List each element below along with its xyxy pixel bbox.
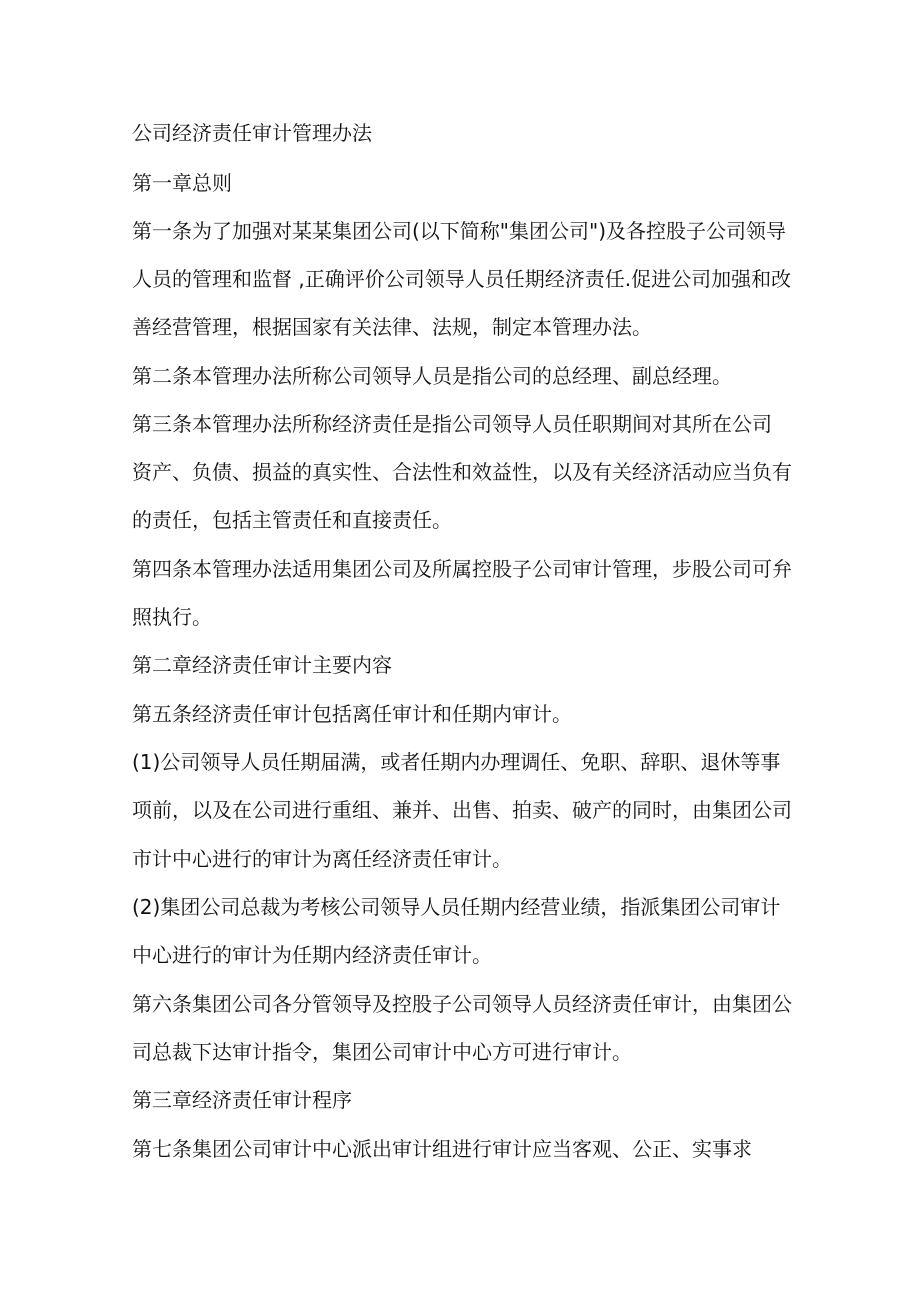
document-title: 公司经济责任审计管理办法	[132, 121, 372, 145]
paragraph-line: 项前，以及在公司进行重组、兼并、出售、拍卖、破产的同时，由集团公司	[132, 798, 792, 822]
paragraph-line: 第一条为了加强对某某集团公司(以下简称"集团公司")及各控股子公司领导	[132, 219, 787, 243]
paragraph-line: 中心进行的审计为任期内经济责任审计。	[132, 943, 492, 967]
paragraph-line: 司总裁下达审计指令，集团公司审计中心方可进行审计。	[132, 1040, 632, 1064]
paragraph-line: 照执行。	[132, 605, 212, 629]
paragraph-line: (1)公司领导人员任期届满，或者任期内办理调任、免职、辞职、退休等事	[132, 750, 781, 774]
paragraph-line: 第七条集团公司审计中心派出审计组进行审计应当客观、公正、实事求	[132, 1137, 752, 1161]
chapter-heading: 第一章总则	[132, 171, 232, 195]
paragraph-line: 的责任，包括主管责任和直接责任。	[132, 508, 452, 532]
paragraph-line: 人员的管理和监督 ,正确评价公司领导人员任期经济责任.促进公司加强和改	[132, 267, 792, 291]
paragraph-line: 善经营管理，根据国家有关法律、法规，制定本管理办法。	[132, 315, 652, 339]
paragraph-line: 资产、负债、损益的真实性、合法性和效益性，以及有关经济活动应当负有	[132, 460, 792, 484]
paragraph-line: 第四条本管理办法适用集团公司及所属控股子公司审计管理，步股公司可弁	[132, 557, 792, 581]
paragraph-line: 第三条本管理办法所称经济责任是指公司领导人员任职期间对其所在公司	[132, 412, 772, 436]
chapter-heading: 第三章经济责任审计程序	[132, 1088, 352, 1112]
paragraph-line: 第二条本管理办法所称公司领导人员是指公司的总经理、副总经理。	[132, 364, 732, 388]
paragraph-line: 第六条集团公司各分管领导及控股子公司领导人员经济责任审计，由集团公	[132, 992, 792, 1016]
paragraph-line: 市计中心进行的审计为离任经济责任审计。	[132, 847, 512, 871]
paragraph-line: 第五条经济责任审计包括离任审计和任期内审计。	[132, 702, 572, 726]
paragraph-line: (2)集团公司总裁为考核公司领导人员任期内经营业绩，指派集团公司审计	[132, 895, 781, 919]
chapter-heading: 第二章经济责任审计主要内容	[132, 653, 392, 677]
